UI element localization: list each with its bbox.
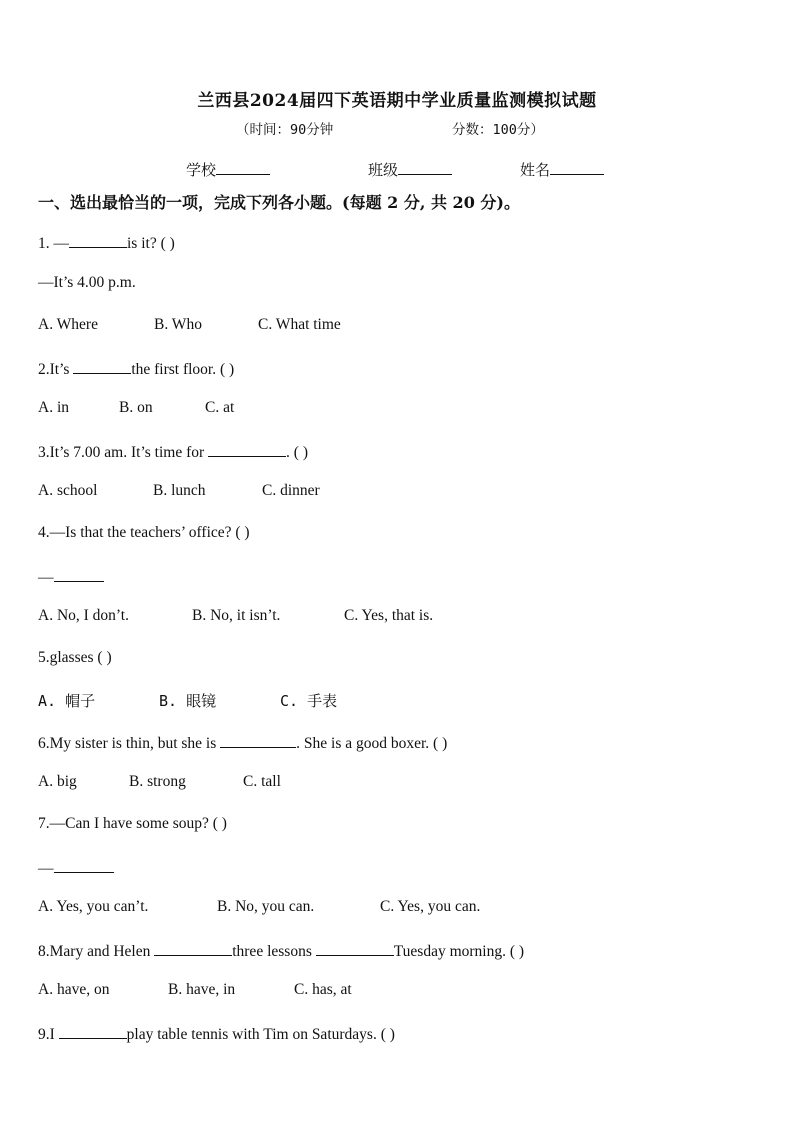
q6-options (38, 773, 281, 791)
question-6 (38, 732, 447, 753)
question-7: 7.—Can I have some soup? ( ) (38, 815, 227, 832)
q8-option-c[interactable]: C. has, at (294, 981, 352, 998)
q7-options (38, 898, 480, 916)
name-blank[interactable] (550, 158, 604, 175)
question-2 (38, 358, 234, 379)
q3-prefix: 3.It’s 7.00 am. It’s time for (38, 444, 209, 461)
q1-suffix: is it? ( ) (127, 235, 175, 252)
q2-option-b[interactable]: B. on (119, 399, 153, 416)
q6-option-c[interactable]: C. tall (243, 773, 281, 790)
question-8 (38, 940, 524, 961)
q6-option-a[interactable]: A. big (38, 773, 77, 790)
q9-suffix: play table tennis with Tim on Saturdays. ( ) (126, 1026, 395, 1043)
class-label: 班级 (368, 161, 399, 179)
q4-option-b[interactable]: B. No, it isn’t. (192, 607, 281, 624)
class-field (368, 158, 452, 180)
q7-option-a[interactable]: A. Yes, you can’t. (38, 898, 149, 915)
q8-suffix: Tuesday morning. ( ) (393, 943, 525, 960)
q3-blank[interactable] (208, 441, 286, 457)
q7-reply (38, 857, 114, 878)
q9-blank[interactable] (59, 1023, 127, 1039)
q8-middle: three lessons (232, 943, 316, 960)
q8-option-a[interactable]: A. have, on (38, 981, 110, 998)
question-1 (38, 232, 175, 253)
q8-blank-1[interactable] (154, 940, 232, 956)
q5-option-c[interactable]: C. 手表 (280, 692, 338, 710)
school-label: 学校 (186, 161, 217, 179)
q5-options (38, 690, 337, 711)
q2-option-a[interactable]: A. in (38, 399, 69, 416)
page-title: 兰西县2024届四下英语期中学业质量监测模拟试题 (197, 91, 597, 111)
q6-blank[interactable] (220, 732, 296, 748)
q8-option-b[interactable]: B. have, in (168, 981, 236, 998)
q1-options (38, 316, 341, 334)
q2-blank[interactable] (73, 358, 131, 374)
q1-reply: —It’s 4.00 p.m. (38, 274, 136, 291)
q2-prefix: 2.It’s (38, 361, 74, 378)
q4-blank[interactable] (54, 566, 104, 582)
q9-prefix: 9.I (38, 1026, 59, 1043)
q4-reply-dash: — (38, 569, 54, 586)
q3-suffix: . ( ) (286, 444, 308, 461)
q6-option-b[interactable]: B. strong (129, 773, 186, 790)
q8-options (38, 981, 352, 999)
exam-time: （时间：90分钟 (236, 122, 334, 138)
q5-option-b[interactable]: B. 眼镜 (159, 692, 217, 710)
q1-prefix: 1. — (38, 235, 69, 252)
question-9 (38, 1023, 395, 1044)
exam-score: 分数：100分） (452, 122, 544, 138)
class-blank[interactable] (398, 158, 452, 175)
q4-option-a[interactable]: A. No, I don’t. (38, 607, 129, 624)
q6-prefix: 6.My sister is thin, but she is (38, 735, 221, 752)
q5-option-a[interactable]: A. 帽子 (38, 692, 96, 710)
q7-option-c[interactable]: C. Yes, you can. (380, 898, 481, 915)
q4-options (38, 607, 433, 625)
question-4: 4.—Is that the teachers’ office? ( ) (38, 524, 250, 541)
q8-prefix: 8.Mary and Helen (38, 943, 155, 960)
q4-option-c[interactable]: C. Yes, that is. (344, 607, 434, 624)
question-3 (38, 441, 308, 462)
q4-reply (38, 566, 104, 587)
q2-options (38, 399, 234, 417)
q2-option-c[interactable]: C. at (205, 399, 235, 416)
name-label: 姓名 (520, 161, 551, 179)
school-field (186, 158, 270, 180)
q3-option-b[interactable]: B. lunch (153, 482, 206, 499)
q3-option-c[interactable]: C. dinner (262, 482, 320, 499)
q1-blank[interactable] (69, 232, 127, 248)
name-field (520, 158, 604, 180)
q1-option-c[interactable]: C. What time (258, 316, 341, 333)
q7-option-b[interactable]: B. No, you can. (217, 898, 315, 915)
q8-blank-2[interactable] (316, 940, 394, 956)
q7-blank[interactable] (54, 857, 114, 873)
q6-suffix: . She is a good boxer. ( ) (296, 735, 448, 752)
q7-reply-dash: — (38, 860, 54, 877)
section-1-title: 一、选出最恰当的一项，完成下列各小题。(每题 2 分, 共 20 分)。 (38, 193, 520, 212)
q2-suffix: the first floor. ( ) (131, 361, 235, 378)
question-5: 5.glasses ( ) (38, 649, 112, 666)
school-blank[interactable] (216, 158, 270, 175)
q1-option-b[interactable]: B. Who (154, 316, 202, 333)
q3-options (38, 482, 320, 500)
q3-option-a[interactable]: A. school (38, 482, 98, 499)
q1-option-a[interactable]: A. Where (38, 316, 98, 333)
